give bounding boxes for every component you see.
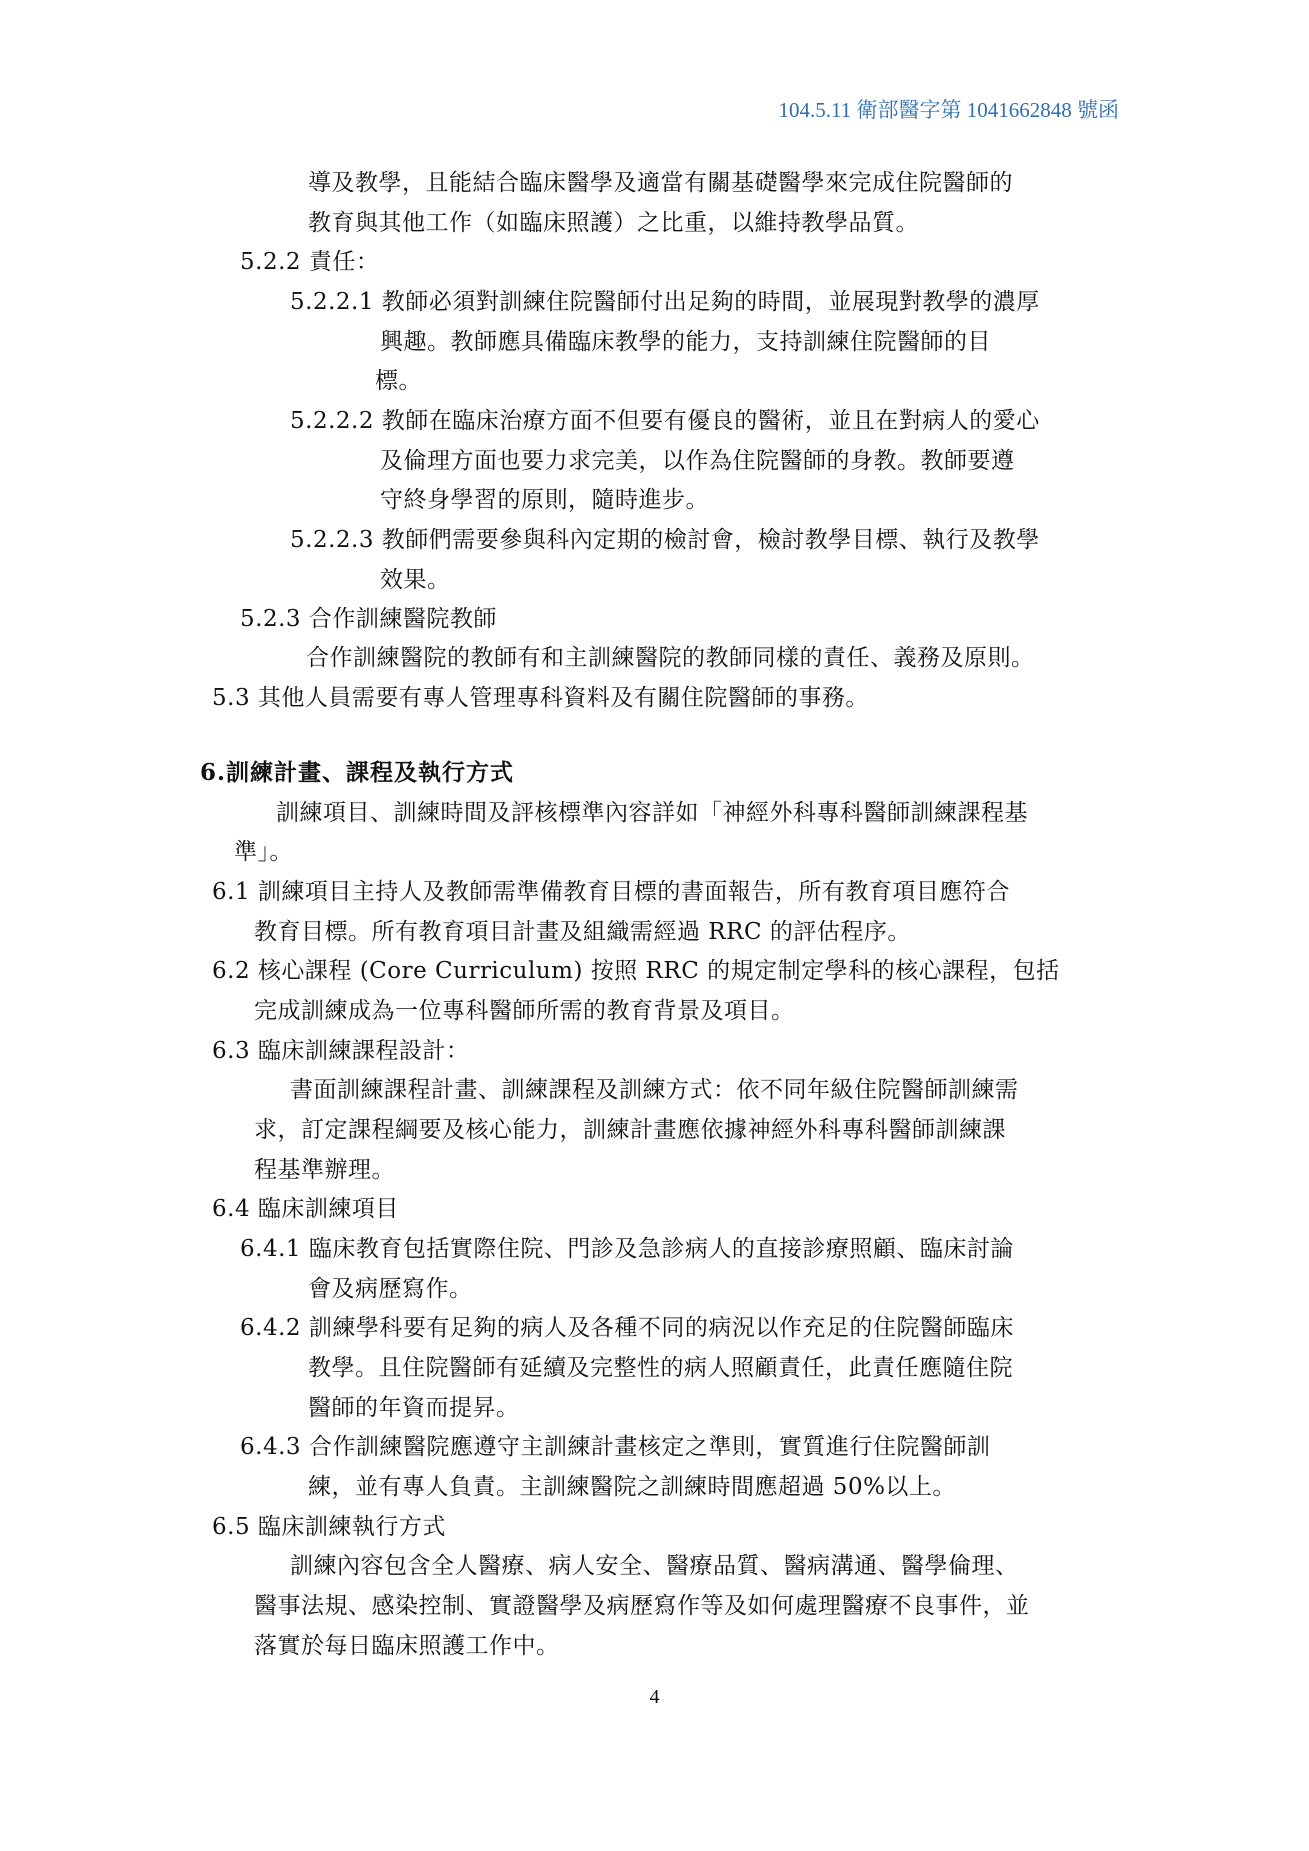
- document-reference-header: 104.5.11 衛部醫字第 1041662848 號函: [778, 98, 1119, 122]
- text-line: 5.3 其他人員需要有專人管理專科資料及有關住院醫師的事務。: [212, 685, 869, 711]
- section-heading-5-2-2: 5.2.2 責任：: [240, 249, 380, 275]
- text-line: 導及教學，且能結合臨床醫學及適當有關基礎醫學來完成住院醫師的: [308, 170, 1013, 196]
- text-line: 求，訂定課程綱要及核心能力，訓練計畫應依據神經外科專科醫師訓練課: [254, 1117, 1006, 1143]
- text-line: 落實於每日臨床照護工作中。: [254, 1633, 560, 1659]
- text-line: 教育目標。所有教育項目計畫及組織需經過 RRC 的評估程序。: [254, 919, 911, 945]
- text-line: 5.2.2.3 教師們需要參與科內定期的檢討會，檢討教學目標、執行及教學: [290, 527, 1040, 553]
- text-line: 6.1 訓練項目主持人及教師需準備教育目標的書面報告，所有教育項目應符合: [212, 879, 1010, 905]
- text-line: 程基準辦理。: [254, 1157, 395, 1183]
- text-line: 完成訓練成為一位專科醫師所需的教育背景及項目。: [254, 998, 795, 1024]
- text-line: 教育與其他工作（如臨床照護）之比重，以維持教學品質。: [308, 210, 919, 236]
- text-line: 6.4.3 合作訓練醫院應遵守主訓練計畫核定之準則，實質進行住院醫師訓: [240, 1434, 991, 1460]
- text-line: 訓練內容包含全人醫療、病人安全、醫療品質、醫病溝通、醫學倫理、: [290, 1553, 1019, 1579]
- page-number: 4: [649, 1686, 660, 1708]
- section-heading-6-3: 6.3 臨床訓練課程設計：: [212, 1038, 470, 1064]
- text-line: 會及病歷寫作。: [308, 1276, 473, 1302]
- section-heading-6-5: 6.5 臨床訓練執行方式: [212, 1514, 446, 1540]
- text-line: 興趣。教師應具備臨床教學的能力，支持訓練住院醫師的目: [380, 329, 991, 355]
- text-line: 合作訓練醫院的教師有和主訓練醫院的教師同樣的責任、義務及原則。: [306, 645, 1035, 671]
- text-line: 醫事法規、感染控制、實證醫學及病歷寫作等及如何處理醫療不良事件，並: [254, 1593, 1030, 1619]
- text-line: 書面訓練課程計畫、訓練課程及訓練方式：依不同年級住院醫師訓練需: [290, 1077, 1019, 1103]
- text-line: 5.2.2.2 教師在臨床治療方面不但要有優良的醫術，並且在對病人的愛心: [290, 408, 1040, 434]
- text-line: 守終身學習的原則，隨時進步。: [380, 487, 709, 513]
- text-line: 及倫理方面也要力求完美，以作為住院醫師的身教。教師要遵: [380, 448, 1015, 474]
- text-line: 6.2 核心課程 (Core Curriculum) 按照 RRC 的規定制定學科的核心課程，包括: [212, 958, 1060, 984]
- text-line: 效果。: [380, 567, 451, 593]
- section-heading-6: 6.訓練計畫、課程及執行方式: [200, 759, 515, 786]
- text-line: 練，並有專人負責。主訓練醫院之訓練時間應超過 50%以上。: [308, 1474, 956, 1500]
- text-line: 標。: [375, 368, 422, 394]
- text-line: 5.2.2.1 教師必須對訓練住院醫師付出足夠的時間，並展現對教學的濃厚: [290, 289, 1040, 315]
- text-line: 教學。且住院醫師有延續及完整性的病人照顧責任，此責任應隨住院: [308, 1355, 1013, 1381]
- text-line: 訓練項目、訓練時間及評核標準內容詳如「神經外科專科醫師訓練課程基: [276, 800, 1028, 826]
- text-line: 醫師的年資而提昇。: [308, 1395, 520, 1421]
- section-heading-6-4: 6.4 臨床訓練項目: [212, 1196, 399, 1222]
- section-heading-5-2-3: 5.2.3 合作訓練醫院教師: [240, 606, 497, 632]
- text-line: 6.4.2 訓練學科要有足夠的病人及各種不同的病況以作充足的住院醫師臨床: [240, 1315, 1014, 1341]
- text-line: 6.4.1 臨床教育包括實際住院、門診及急診病人的直接診療照顧、臨床討論: [240, 1236, 1014, 1262]
- text-line: 準」。: [234, 839, 293, 865]
